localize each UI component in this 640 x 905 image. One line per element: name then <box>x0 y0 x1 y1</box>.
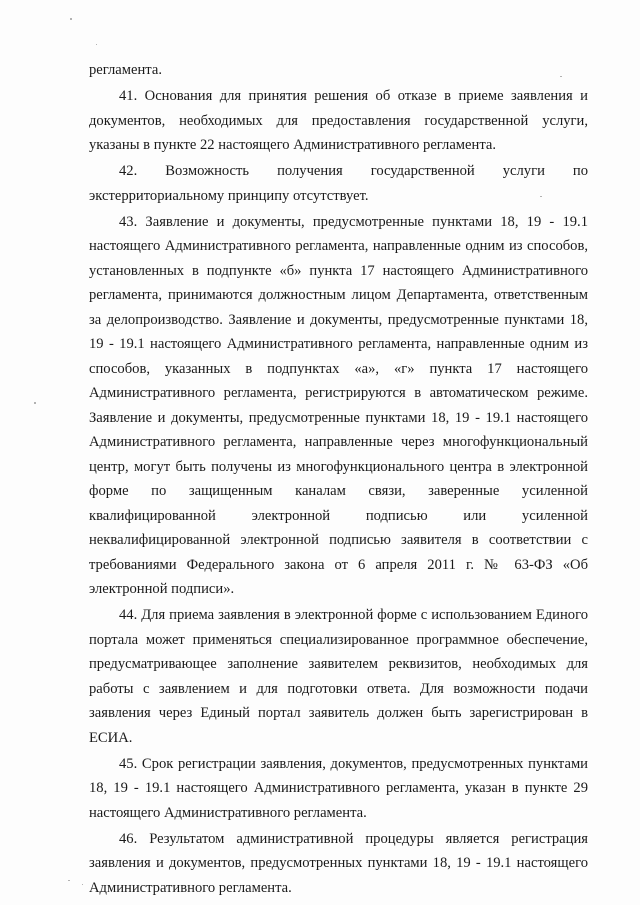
scan-speck <box>96 44 97 45</box>
scan-speck <box>70 18 72 20</box>
scan-speck <box>560 76 562 77</box>
scan-speck <box>68 880 70 881</box>
paragraph-41: 41. Основания для принятия решения об отказе в приеме заявления и документов, необходимых для предоставления государственной услуги, указаны в пункте 22 настоящего Административного регламента. <box>89 88 588 153</box>
document-body <box>89 58 588 902</box>
paragraph-42: 42. Возможность получения государственной услуги по экстерриториальному принципу отсутствует. <box>89 163 588 204</box>
scan-speck <box>82 884 83 885</box>
paragraph-46: 46. Результатом административной процедуры является регистрация заявления и документов, предусмотренных пунктами 18, 19 - 19.1 настоящего Административного регламента. <box>89 830 588 896</box>
paragraph-44: 44. Для приема заявления в электронной форме с использованием Единого портала может применяться специализированное программное обеспечение, предусматривающее заполнение заявителем реквизитов, необходимых для работы с заявлением и для подготовки ответа. Для возможности подачи заявления через Единый портал заявитель должен быть зарегистрирован в ЕСИА. <box>89 607 588 746</box>
paragraph-continuation: регламента. <box>89 62 162 78</box>
paragraph-45: 45. Срок регистрации заявления, документов, предусмотренных пунктами 18, 19 - 19.1 настоящего Административного регламента, указан в пункте 29 настоящего Административного регламента. <box>89 755 588 821</box>
scan-speck <box>540 196 542 197</box>
paragraph-43: 43. Заявление и документы, предусмотренные пунктами 18, 19 - 19.1 настоящего Административного регламента, направленные одним из способов, установленных в подпункте «б» пункта 17 настоящего Административного регламента, принимаются должностным лицом Департамента, ответственным за делопроизводство. Заявление и документы, предусмотренные пунктами 18, 19 - 19.1 настоящего Административного регламента, направленные одним из способов, указанных в подпунктах «а», «г» пункта 17 настоящего Административного регламента, регистрируются в автоматическом режиме. Заявление и документы, предусмотренные пунктами 18, 19 - 19.1 настоящего Административного регламента, направленные через многофункциональный центр, могут быть получены из многофункционального центра в электронной форме по защищенным каналам связи, заверенные усиленной квалифицированной электронной подписью или усиленной неквалифицированной электронной подписью заявителя в соответствии с требованиями Федерального закона от 6 апреля 2011 г. № 63-ФЗ «Об электронной подписи». <box>89 213 588 597</box>
scan-speck <box>34 402 36 404</box>
